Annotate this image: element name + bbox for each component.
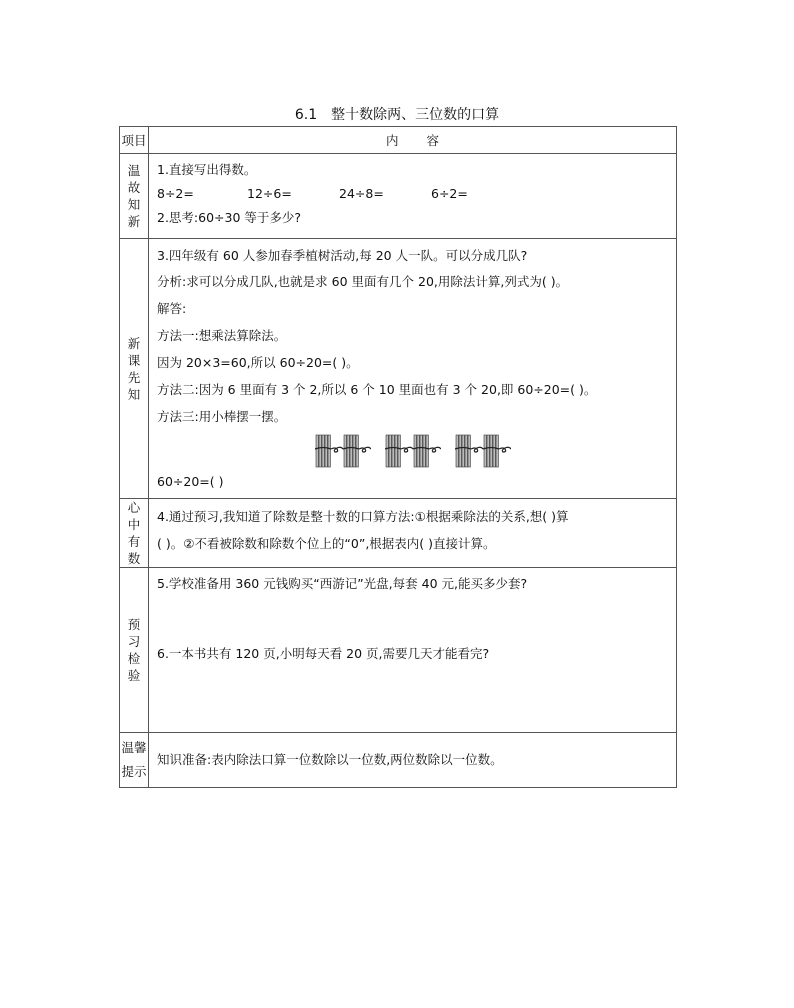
check-content (149, 568, 677, 733)
header-row (120, 127, 677, 154)
label-char: 心 (127, 500, 141, 515)
question-3: 3.四年级有 60 人参加春季植树活动,每 20 人一队。可以分成几队? (157, 248, 528, 263)
label-char: 新 (127, 214, 141, 229)
answer-label: 解答: (157, 301, 187, 316)
stick-bundle-icon (413, 434, 429, 468)
question-2: 2.思考:60÷30 等于多少? (157, 210, 302, 225)
label-char: 检 (127, 651, 141, 666)
label-char: 温馨 (121, 740, 147, 755)
calc-item: 6÷2= (431, 186, 468, 201)
stick-bundle-icon (343, 434, 359, 468)
method-2: 方法二:因为 6 里面有 3 个 2,所以 6 个 10 里面也有 3 个 20,即 60÷20=( )。 (157, 382, 597, 397)
label-char: 有 (127, 534, 141, 549)
tip-text: 知识准备:表内除法口算一位数除以一位数,两位数除以一位数。 (157, 752, 503, 767)
worksheet-table (119, 126, 677, 788)
label-new (120, 239, 149, 499)
label-char: 中 (127, 517, 141, 532)
sticks-illustration (157, 432, 668, 470)
label-char: 新 (127, 335, 141, 351)
label-char: 验 (127, 668, 141, 683)
label-char: 故 (127, 180, 141, 195)
question-5: 5.学校准备用 360 元钱购买“西游记”光盘,每套 40 元,能买多少套? (157, 576, 528, 591)
header-content (149, 127, 677, 154)
label-tip (120, 733, 149, 788)
row-mind (120, 499, 677, 568)
string-tie-icon (499, 434, 511, 468)
stick-pair (455, 432, 511, 470)
title-number: 6.1 (294, 107, 318, 123)
calc-item: 8÷2= (157, 186, 194, 201)
string-tie-icon (401, 434, 413, 468)
title-text: 整十数除两、三位数的口算 (331, 107, 500, 123)
stick-bundle-icon (315, 434, 331, 468)
label-char: 温 (127, 163, 141, 178)
string-tie-icon (359, 434, 371, 468)
string-tie-icon (471, 434, 483, 468)
calc-item: 12÷6= (247, 186, 292, 201)
label-mind (120, 499, 149, 568)
analysis: 分析:求可以分成几队,也就是求 60 里面有几个 20,用除法计算,列式为( )。 (157, 274, 569, 289)
stick-pair (385, 432, 441, 470)
question-1: 1.直接写出得数。 (157, 162, 257, 177)
stick-bundle-icon (385, 434, 401, 468)
question-6: 6.一本书共有 120 页,小明每天看 20 页,需要几天才能看完? (157, 646, 490, 661)
label-check (120, 568, 149, 733)
calc-row (157, 182, 668, 206)
method-1-detail: 因为 20×3=60,所以 60÷20=( )。 (157, 355, 359, 370)
string-tie-icon (331, 434, 343, 468)
label-char: 课 (127, 352, 141, 368)
page-title (0, 104, 794, 124)
question-4-line1: 4.通过预习,我知道了除数是整十数的口算方法:①根据乘除法的关系,想( )算 (157, 509, 569, 524)
row-check (120, 568, 677, 733)
row-new (120, 239, 677, 499)
calc-item: 24÷8= (339, 186, 384, 201)
stick-bundle-icon (483, 434, 499, 468)
mind-content (149, 499, 677, 568)
string-tie-icon (429, 434, 441, 468)
question-4-line2: ( )。②不看被除数和除数个位上的“0”,根据表内( )直接计算。 (157, 536, 496, 551)
label-char: 提示 (121, 764, 147, 779)
row-review (120, 154, 677, 239)
header-content-b: 容 (426, 133, 440, 148)
new-content (149, 239, 677, 499)
label-char: 习 (127, 634, 141, 649)
label-char: 数 (127, 551, 141, 566)
label-char: 知 (127, 386, 141, 402)
row-tip (120, 733, 677, 788)
label-char: 知 (127, 197, 141, 212)
tip-content (149, 733, 677, 788)
result: 60÷20=( ) (157, 474, 224, 489)
answer-space-5 (157, 596, 668, 642)
stick-pair (315, 432, 371, 470)
label-char: 先 (127, 369, 141, 385)
header-content-a: 内 (385, 133, 399, 148)
label-review (120, 154, 149, 239)
method-1: 方法一:想乘法算除法。 (157, 328, 287, 343)
header-item: 项目 (120, 127, 149, 154)
stick-bundle-icon (455, 434, 471, 468)
review-content (149, 154, 677, 239)
method-3: 方法三:用小棒摆一摆。 (157, 409, 287, 424)
label-char: 预 (127, 617, 141, 632)
